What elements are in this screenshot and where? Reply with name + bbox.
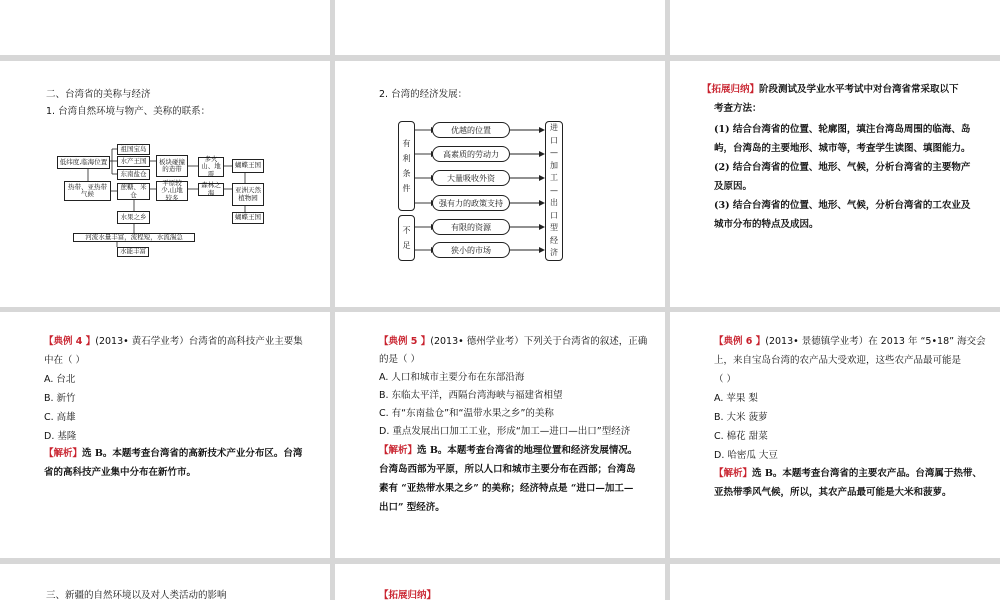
option-c: C. 高雄 — [44, 412, 76, 423]
economy-factor: 高素质的劳动力 — [432, 146, 510, 162]
diagram-box: 蝴蝶王国 — [232, 159, 264, 173]
answer-line: 出口” 型经济。 — [379, 502, 445, 513]
label-char: 工 — [550, 173, 558, 183]
answer-line: 台湾岛西部为平原，所以人口和城市主要分布在西部；台湾岛 — [379, 464, 636, 475]
label-char: 件 — [402, 184, 411, 193]
option-b: B. 大米 菠萝 — [714, 412, 768, 423]
question-line-1 — [379, 332, 647, 351]
summary-line: (1) 结合台湾省的位置、轮廓图，填注台湾岛周围的临海、岛 — [714, 124, 971, 135]
label-char: 进 — [550, 123, 558, 133]
slide-panel-extension-summary — [670, 61, 1000, 307]
label-char: 足 — [402, 241, 411, 250]
summary-line-1 — [702, 80, 959, 99]
option-b: B. 新竹 — [44, 393, 76, 404]
label-char: 口 — [550, 210, 558, 220]
answer-tag: 【解析】 — [44, 448, 83, 459]
label-char: 利 — [402, 154, 411, 163]
example-tag: 【典例 5 】 — [379, 336, 431, 347]
taiwan-relation-diagram — [0, 61, 330, 307]
question-line: （ ） — [714, 374, 737, 385]
question-line: 的是（ ） — [379, 354, 421, 365]
label-char: 不 — [402, 226, 411, 235]
answer-line-1 — [44, 444, 302, 463]
question-text: (2013• 黄石学业考）台湾省的高科技产业主要集 — [95, 336, 303, 347]
summary-line: 屿，台湾岛的主要地形、城市等，考查学生读图、填图能力。 — [714, 143, 971, 154]
summary-text: 阶段测试及学业水平考试中对台湾省常采取以下 — [759, 84, 959, 95]
label-char: 加 — [550, 160, 558, 170]
diagram-box: 低纬度,临海位置 — [57, 156, 110, 169]
diagram-box: 水产王国 — [117, 156, 150, 167]
slide-panel-example-5 — [335, 312, 665, 558]
label-char: — — [550, 185, 558, 195]
answer-line: 亚热带季风气候，所以，其农产品最可能是大米和菠萝。 — [714, 487, 952, 498]
economy-factor: 狭小的市场 — [432, 242, 510, 258]
diagram-box: 祖国宝岛 — [117, 144, 150, 155]
diagram-box: 热带、亚热带气候 — [64, 181, 111, 201]
favorable-conditions-label — [398, 121, 415, 211]
slide-panel-3 — [670, 0, 1000, 55]
label-char: 型 — [550, 223, 558, 233]
diagram-box: 蔗糖、米仓 — [117, 183, 150, 200]
answer-text: 选 B。本题考查台湾省的地理位置和经济发展情况。 — [417, 445, 638, 456]
example-tag: 【典例 4 】 — [44, 336, 96, 347]
option-c: C. 棉花 甜菜 — [714, 431, 768, 442]
section-heading: 三、新疆的自然环境以及对人类活动的影响 — [46, 590, 227, 600]
diagram-box: 蝴蝶王国 — [232, 212, 264, 224]
answer-tag: 【解析】 — [714, 468, 753, 479]
section-subheading: 1. 台湾自然环境与物产、美称的联系： — [46, 106, 211, 117]
answer-line: 素有 “亚热带水果之乡” 的美称；经济特点是 “进口—加工— — [379, 483, 634, 494]
diagram-box: 河流水量丰富，流程短，水流湍急 — [73, 233, 195, 242]
diagram-box: 多火山、地震 — [198, 157, 224, 177]
economy-factor: 有限的资源 — [432, 219, 510, 235]
option-d: D. 哈密瓜 大豆 — [714, 450, 778, 461]
option-c: C. 有“东南盐仓”和“温带水果之乡”的美称 — [379, 408, 554, 419]
label-char: 经 — [550, 235, 558, 245]
shortcomings-label — [398, 215, 415, 261]
economy-factor: 强有力的政策支持 — [432, 195, 510, 211]
section-heading: 2. 台湾的经济发展： — [379, 89, 468, 100]
slide-panel-2 — [335, 0, 665, 55]
slide-panel-example-4 — [0, 312, 330, 558]
answer-line: 省的高科技产业集中分布在新竹市。 — [44, 467, 197, 478]
option-d: D. 基隆 — [44, 431, 77, 442]
slide-panel-1 — [0, 0, 330, 55]
answer-text: 选 B。本题考查台湾省的高新技术产业分布区。台湾 — [82, 448, 303, 459]
diagram-box: 板块碰撞的造带 — [156, 155, 188, 177]
label-char: 出 — [550, 198, 558, 208]
diagram-box: 亚洲天然植物园 — [232, 183, 264, 206]
question-line-1 — [44, 332, 303, 351]
label-char: 有 — [402, 139, 411, 148]
economy-type-label — [545, 121, 563, 261]
diagram-box: 水能丰富 — [117, 247, 149, 257]
question-line: 上，来自宝岛台湾的农产品大受欢迎，这些农产品最可能是 — [714, 355, 962, 366]
slide-panel-example-6 — [670, 312, 1000, 558]
summary-line: 及原因。 — [714, 181, 753, 192]
slide-panel-taiwan-economy — [335, 61, 665, 307]
section-heading: 二、台湾省的美称与经济 — [46, 89, 151, 100]
diagram-box: 水果之乡 — [117, 211, 150, 224]
label-char: 条 — [402, 169, 411, 178]
slide-panel-extension-2 — [335, 564, 665, 600]
slide-panel-blank — [670, 564, 1000, 600]
label-char: — — [550, 148, 558, 158]
label-char: 口 — [550, 135, 558, 145]
summary-tag: 【拓展归纳】 — [702, 84, 760, 95]
economy-factor: 优越的位置 — [432, 122, 510, 138]
answer-line-1 — [379, 441, 637, 460]
summary-line: 城市分布的特点及成因。 — [714, 219, 819, 230]
question-text: (2013• 德州学业考）下列关于台湾省的叙述，正确 — [430, 336, 648, 347]
option-a: A. 人口和城市主要分布在东部沿海 — [379, 372, 525, 383]
summary-tag: 【拓展归纳】 — [379, 590, 437, 600]
answer-line-1 — [714, 464, 982, 483]
option-a: A. 苹果 梨 — [714, 393, 758, 404]
summary-line: (3) 结合台湾省的位置、地形、气候，分析台湾省的工农业及 — [714, 200, 971, 211]
slide-panel-taiwan-features — [0, 61, 330, 307]
diagram-box: 森林之海 — [198, 183, 224, 196]
example-tag: 【典例 6 】 — [714, 336, 766, 347]
diagram-box: 东南盐仓 — [117, 169, 150, 180]
option-a: A. 台北 — [44, 374, 76, 385]
summary-line: (2) 结合台湾省的位置、地形、气候，分析台湾省的主要物产 — [714, 162, 971, 173]
question-line: 中在（ ） — [44, 355, 86, 366]
slide-panel-xinjiang — [0, 564, 330, 600]
answer-text: 选 B。本题考查台湾省的主要农产品。台湾属于热带、 — [752, 468, 982, 479]
question-text: (2013• 景德镇学业考）在 2013 年 “5•18” 海交会 — [765, 336, 986, 347]
economy-factor: 大量吸收外资 — [432, 170, 510, 186]
option-d: D. 重点发展出口加工工业，形成“加工—进口—出口”型经济 — [379, 426, 631, 437]
label-char: 济 — [550, 248, 558, 258]
summary-line: 考查方法： — [714, 103, 762, 114]
answer-tag: 【解析】 — [379, 445, 418, 456]
diagram-box: 平原较少,山地较多 — [156, 181, 188, 201]
question-line-1 — [714, 332, 986, 351]
option-b: B. 东临太平洋，西隔台湾海峡与福建省相望 — [379, 390, 563, 401]
